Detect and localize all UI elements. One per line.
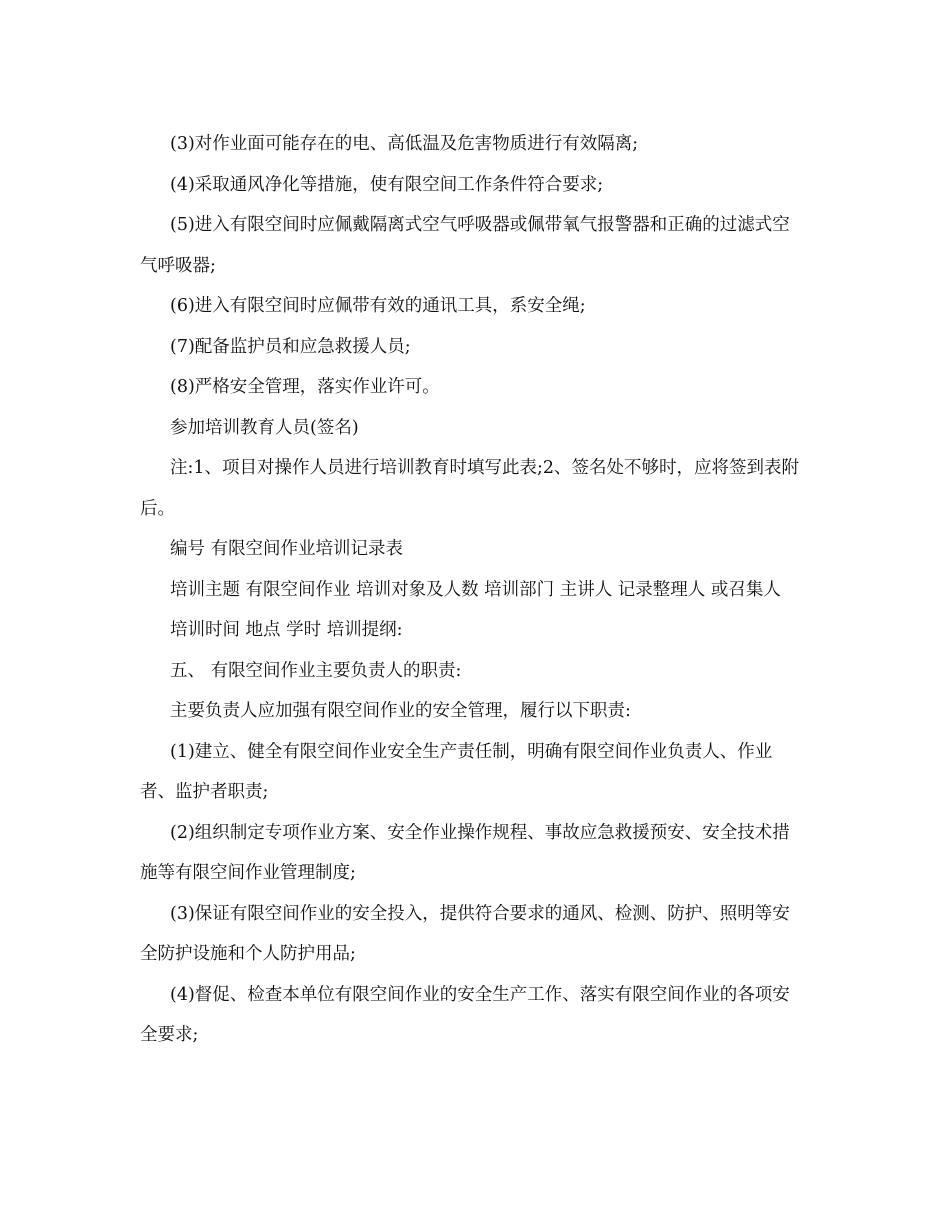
paragraph: 编号 有限空间作业培训记录表 xyxy=(170,539,404,559)
document-body xyxy=(140,124,805,1056)
paragraph: (1)建立、健全有限空间作业安全生产责任制，明确有限空间作业负责人、作业者、监护者职责; xyxy=(140,741,773,802)
paragraph: (6)进入有限空间时应佩带有效的通讯工具，系安全绳; xyxy=(170,296,586,316)
paragraph: (3)保证有限空间作业的安全投入，提供符合要求的通风、检测、防护、照明等安全防护设施和个人防护用品; xyxy=(140,903,790,964)
paragraph: (3)对作业面可能存在的电、高低温及危害物质进行有效隔离; xyxy=(170,134,639,154)
paragraph: (4)督促、检查本单位有限空间作业的安全生产工作、落实有限空间作业的各项安全要求; xyxy=(140,984,790,1045)
paragraph: (4)采取通风净化等措施，使有限空间工作条件符合要求; xyxy=(170,174,604,195)
paragraph: 注:1、项目对操作人员进行培训教育时填写此表;2、签名处不够时，应将签到表附后。 xyxy=(140,458,800,519)
section-heading: 五、 有限空间作业主要负责人的职责: xyxy=(170,660,462,681)
paragraph: (7)配备监护员和应急救援人员; xyxy=(170,336,411,357)
paragraph: (8)严格安全管理，落实作业许可。 xyxy=(170,377,440,397)
paragraph: (5)进入有限空间时应佩戴隔离式空气呼吸器或佩带氧气报警器和正确的过滤式空气呼吸器; xyxy=(140,215,790,276)
paragraph: 培训主题 有限空间作业 培训对象及人数 培训部门 主讲人 记录整理人 或召集人 xyxy=(170,579,781,600)
paragraph: 培训时间 地点 学时 培训提纲: xyxy=(170,620,403,640)
paragraph: (2)组织制定专项作业方案、安全作业操作规程、事故应急救援预安、安全技术措施等有限空间作业管理制度; xyxy=(140,822,790,883)
paragraph: 主要负责人应加强有限空间作业的安全管理，履行以下职责: xyxy=(170,701,631,721)
paragraph: 参加培训教育人员(签名) xyxy=(170,417,359,438)
